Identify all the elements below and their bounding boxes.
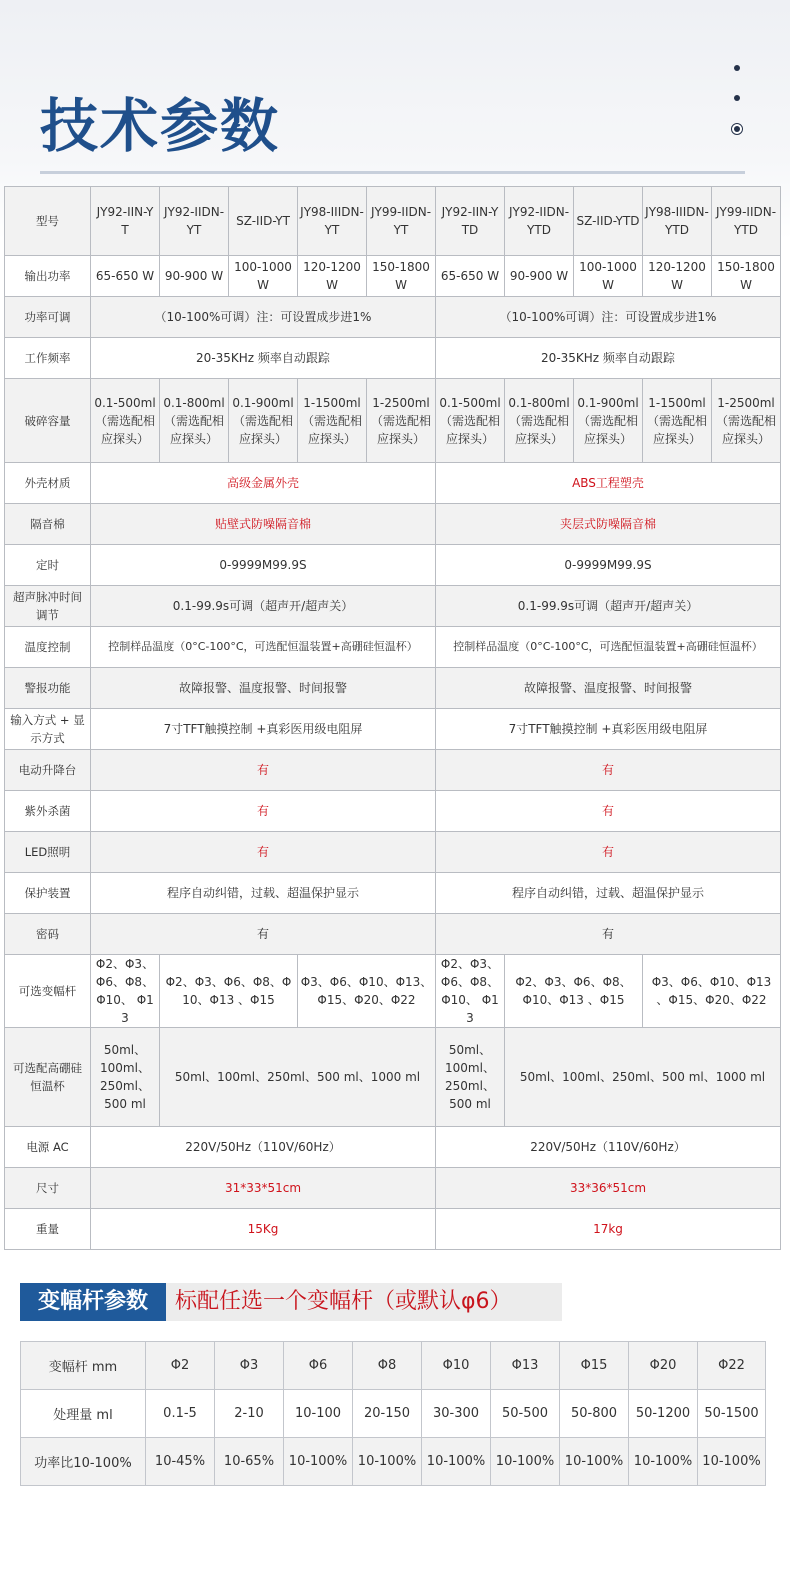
power-cell: 90-900 W — [505, 256, 574, 297]
value-left: 控制样品温度（0°C-100°C，可选配恒温装置+高硼硅恒温杯） — [91, 627, 436, 668]
power-cell: 65-650 W — [436, 256, 505, 297]
row-label: 警报功能 — [5, 668, 91, 709]
rods-cell: 30-300 — [422, 1390, 491, 1438]
rods-cell: Φ10 — [422, 1342, 491, 1390]
horn-cell: Φ3、Φ6、Φ10、Φ13 、Φ15、Φ20、Φ22 — [643, 955, 781, 1028]
row-power — [5, 256, 781, 297]
value-left: 贴壁式防噪隔音棉 — [91, 504, 436, 545]
capacity-cell: 0.1-800ml （需选配相 应探头） — [160, 379, 229, 463]
capacity-cell: 0.1-800ml （需选配相 应探头） — [505, 379, 574, 463]
cup-cell: 50ml、100ml、250ml、500 ml、1000 ml — [505, 1028, 781, 1127]
row-protect — [5, 873, 781, 914]
value-right: 有 — [436, 832, 781, 873]
row-lift — [5, 750, 781, 791]
model-cell: JY98-IIIDN-YTD — [643, 187, 712, 256]
horn-cell: Φ2、Φ3、Φ6、Φ8、Φ 10、Φ13 、Φ15 — [160, 955, 298, 1028]
rods-cell: Φ22 — [698, 1342, 766, 1390]
row-insulation — [5, 504, 781, 545]
value-right: 0-9999M99.9S — [436, 545, 781, 586]
rods-row-power-ratio — [21, 1438, 766, 1486]
row-pulse — [5, 586, 781, 627]
rods-cell: 10-100% — [353, 1438, 422, 1486]
value-left: 有 — [91, 914, 436, 955]
value-right: （10-100%可调）注：可设置成步进1% — [436, 297, 781, 338]
row-temp — [5, 627, 781, 668]
horn-cell: Φ3、Φ6、Φ10、Φ13、 Φ15、Φ20、Φ22 — [298, 955, 436, 1028]
rods-cell: 10-100% — [284, 1438, 353, 1486]
model-cell: SZ-IID-YT — [229, 187, 298, 256]
rods-row-label: 变幅杆 mm — [21, 1342, 146, 1390]
rods-row-label: 功率比10-100% — [21, 1438, 146, 1486]
rods-cell: Φ3 — [215, 1342, 284, 1390]
model-cell: JY92-IIN-YT — [91, 187, 160, 256]
rods-cell: 50-1200 — [629, 1390, 698, 1438]
value-left: 故障报警、温度报警、时间报警 — [91, 668, 436, 709]
value-left: 0.1-99.9s可调（超声开/超声关） — [91, 586, 436, 627]
value-right: ABS工程塑壳 — [436, 463, 781, 504]
cup-cell: 50ml、100ml、250ml、500 ml、1000 ml — [160, 1028, 436, 1127]
rods-cell: 10-65% — [215, 1438, 284, 1486]
row-label: 工作频率 — [5, 338, 91, 379]
capacity-cell: 1-2500ml （需选配相 应探头） — [712, 379, 781, 463]
value-right: 程序自动纠错，过载、超温保护显示 — [436, 873, 781, 914]
value-left: 7寸TFT触摸控制 +真彩医用级电阻屏 — [91, 709, 436, 750]
value-right: 0.1-99.9s可调（超声开/超声关） — [436, 586, 781, 627]
value-right: 有 — [436, 750, 781, 791]
row-label: 输出功率 — [5, 256, 91, 297]
power-cell: 120-1200 W — [643, 256, 712, 297]
row-password — [5, 914, 781, 955]
value-left: 20-35KHz 频率自动跟踪 — [91, 338, 436, 379]
rods-cell: 50-800 — [560, 1390, 629, 1438]
power-cell: 100-1000 W — [229, 256, 298, 297]
power-cell: 150-1800 W — [712, 256, 781, 297]
rods-cell: 20-150 — [353, 1390, 422, 1438]
value-left: 有 — [91, 832, 436, 873]
row-weight — [5, 1209, 781, 1250]
page-title: 技术参数 — [40, 92, 281, 160]
row-power-ac — [5, 1127, 781, 1168]
row-horn — [5, 955, 781, 1028]
rods-cell: 10-100% — [698, 1438, 766, 1486]
row-input — [5, 709, 781, 750]
row-label: 重量 — [5, 1209, 91, 1250]
row-label: 超声脉冲时间 调节 — [5, 586, 91, 627]
row-label: 温度控制 — [5, 627, 91, 668]
value-left: 15Kg — [91, 1209, 436, 1250]
model-cell: JY99-IIDN-YT — [367, 187, 436, 256]
value-left: 程序自动纠错，过载、超温保护显示 — [91, 873, 436, 914]
row-label: 输入方式 + 显 示方式 — [5, 709, 91, 750]
rods-cell: Φ20 — [629, 1342, 698, 1390]
horn-cell: Φ2、Φ3、 Φ6、Φ8、 Φ10、 Φ13 — [436, 955, 505, 1028]
row-adjust — [5, 297, 781, 338]
model-cell: JY92-IIN-YTD — [436, 187, 505, 256]
power-cell: 120-1200 W — [298, 256, 367, 297]
rods-cell: Φ13 — [491, 1342, 560, 1390]
rods-cell: 50-1500 — [698, 1390, 766, 1438]
value-right: 夹层式防噪隔音棉 — [436, 504, 781, 545]
row-label: 可选变幅杆 — [5, 955, 91, 1028]
value-right: 20-35KHz 频率自动跟踪 — [436, 338, 781, 379]
rods-cell: Φ15 — [560, 1342, 629, 1390]
rods-cell: 50-500 — [491, 1390, 560, 1438]
row-size — [5, 1168, 781, 1209]
row-alarm — [5, 668, 781, 709]
row-model — [5, 187, 781, 256]
rods-cell: Φ8 — [353, 1342, 422, 1390]
row-label: 定时 — [5, 545, 91, 586]
row-label: 电动升降台 — [5, 750, 91, 791]
page-dot-2[interactable] — [734, 95, 740, 101]
row-label: 电源 AC — [5, 1127, 91, 1168]
row-label: LED照明 — [5, 832, 91, 873]
rods-cell: 10-100% — [422, 1438, 491, 1486]
rods-row-volume — [21, 1390, 766, 1438]
cup-cell: 50ml、 100ml、 250ml、 500 ml — [436, 1028, 505, 1127]
row-label: 紫外杀菌 — [5, 791, 91, 832]
capacity-cell: 0.1-500ml （需选配相 应探头） — [91, 379, 160, 463]
rods-cell: Φ2 — [146, 1342, 215, 1390]
row-label: 保护装置 — [5, 873, 91, 914]
rods-table — [20, 1341, 766, 1486]
value-left: 31*33*51cm — [91, 1168, 436, 1209]
row-label: 外壳材质 — [5, 463, 91, 504]
rods-section-subtitle: 标配任选一个变幅杆（或默认φ6） — [166, 1283, 562, 1321]
rods-row-label: 处理量 ml — [21, 1390, 146, 1438]
value-right: 220V/50Hz（110V/60Hz） — [436, 1127, 781, 1168]
row-freq — [5, 338, 781, 379]
rods-section-title: 变幅杆参数 — [20, 1283, 166, 1321]
rods-row-diameter — [21, 1342, 766, 1390]
value-left: 220V/50Hz（110V/60Hz） — [91, 1127, 436, 1168]
value-right: 有 — [436, 791, 781, 832]
horn-cell: Φ2、Φ3、 Φ6、Φ8、 Φ10、 Φ13 — [91, 955, 160, 1028]
value-left: 0-9999M99.9S — [91, 545, 436, 586]
row-led — [5, 832, 781, 873]
value-right: 控制样品温度（0°C-100°C，可选配恒温装置+高硼硅恒温杯） — [436, 627, 781, 668]
row-label: 密码 — [5, 914, 91, 955]
power-cell: 65-650 W — [91, 256, 160, 297]
cup-cell: 50ml、 100ml、 250ml、 500 ml — [91, 1028, 160, 1127]
value-right: 7寸TFT触摸控制 +真彩医用级电阻屏 — [436, 709, 781, 750]
rods-cell: 10-100 — [284, 1390, 353, 1438]
horn-cell: Φ2、Φ3、Φ6、Φ8、 Φ10、Φ13 、Φ15 — [505, 955, 643, 1028]
title-divider — [40, 171, 745, 174]
capacity-cell: 1-1500ml （需选配相 应探头） — [643, 379, 712, 463]
page-dot-active[interactable] — [734, 126, 740, 132]
capacity-cell: 0.1-500ml （需选配相 应探头） — [436, 379, 505, 463]
power-cell: 90-900 W — [160, 256, 229, 297]
capacity-cell: 1-2500ml （需选配相 应探头） — [367, 379, 436, 463]
rods-cell: 0.1-5 — [146, 1390, 215, 1438]
model-cell: JY98-IIIDN-YT — [298, 187, 367, 256]
value-left: 有 — [91, 750, 436, 791]
row-label: 破碎容量 — [5, 379, 91, 463]
value-left: 有 — [91, 791, 436, 832]
row-label: 尺寸 — [5, 1168, 91, 1209]
row-capacity — [5, 379, 781, 463]
spec-table — [4, 186, 781, 1250]
rods-cell: 2-10 — [215, 1390, 284, 1438]
value-right: 33*36*51cm — [436, 1168, 781, 1209]
row-timer — [5, 545, 781, 586]
rods-cell: Φ6 — [284, 1342, 353, 1390]
model-cell: JY92-IIDN-YTD — [505, 187, 574, 256]
value-left: 高级金属外壳 — [91, 463, 436, 504]
row-label: 型号 — [5, 187, 91, 256]
row-label: 可选配高硼硅 恒温杯 — [5, 1028, 91, 1127]
model-cell: JY99-IIDN-YTD — [712, 187, 781, 256]
row-label: 功率可调 — [5, 297, 91, 338]
row-uv — [5, 791, 781, 832]
row-cup — [5, 1028, 781, 1127]
value-right: 故障报警、温度报警、时间报警 — [436, 668, 781, 709]
power-cell: 150-1800 W — [367, 256, 436, 297]
row-label: 隔音棉 — [5, 504, 91, 545]
rods-cell: 10-100% — [560, 1438, 629, 1486]
page-dot-1[interactable] — [734, 65, 740, 71]
row-shell — [5, 463, 781, 504]
rods-cell: 10-45% — [146, 1438, 215, 1486]
power-cell: 100-1000 W — [574, 256, 643, 297]
capacity-cell: 1-1500ml （需选配相 应探头） — [298, 379, 367, 463]
value-left: （10-100%可调）注：可设置成步进1% — [91, 297, 436, 338]
value-right: 有 — [436, 914, 781, 955]
value-right: 17kg — [436, 1209, 781, 1250]
capacity-cell: 0.1-900ml （需选配相 应探头） — [574, 379, 643, 463]
model-cell: SZ-IID-YTD — [574, 187, 643, 256]
rods-cell: 10-100% — [491, 1438, 560, 1486]
model-cell: JY92-IIDN-YT — [160, 187, 229, 256]
capacity-cell: 0.1-900ml （需选配相 应探头） — [229, 379, 298, 463]
rods-cell: 10-100% — [629, 1438, 698, 1486]
